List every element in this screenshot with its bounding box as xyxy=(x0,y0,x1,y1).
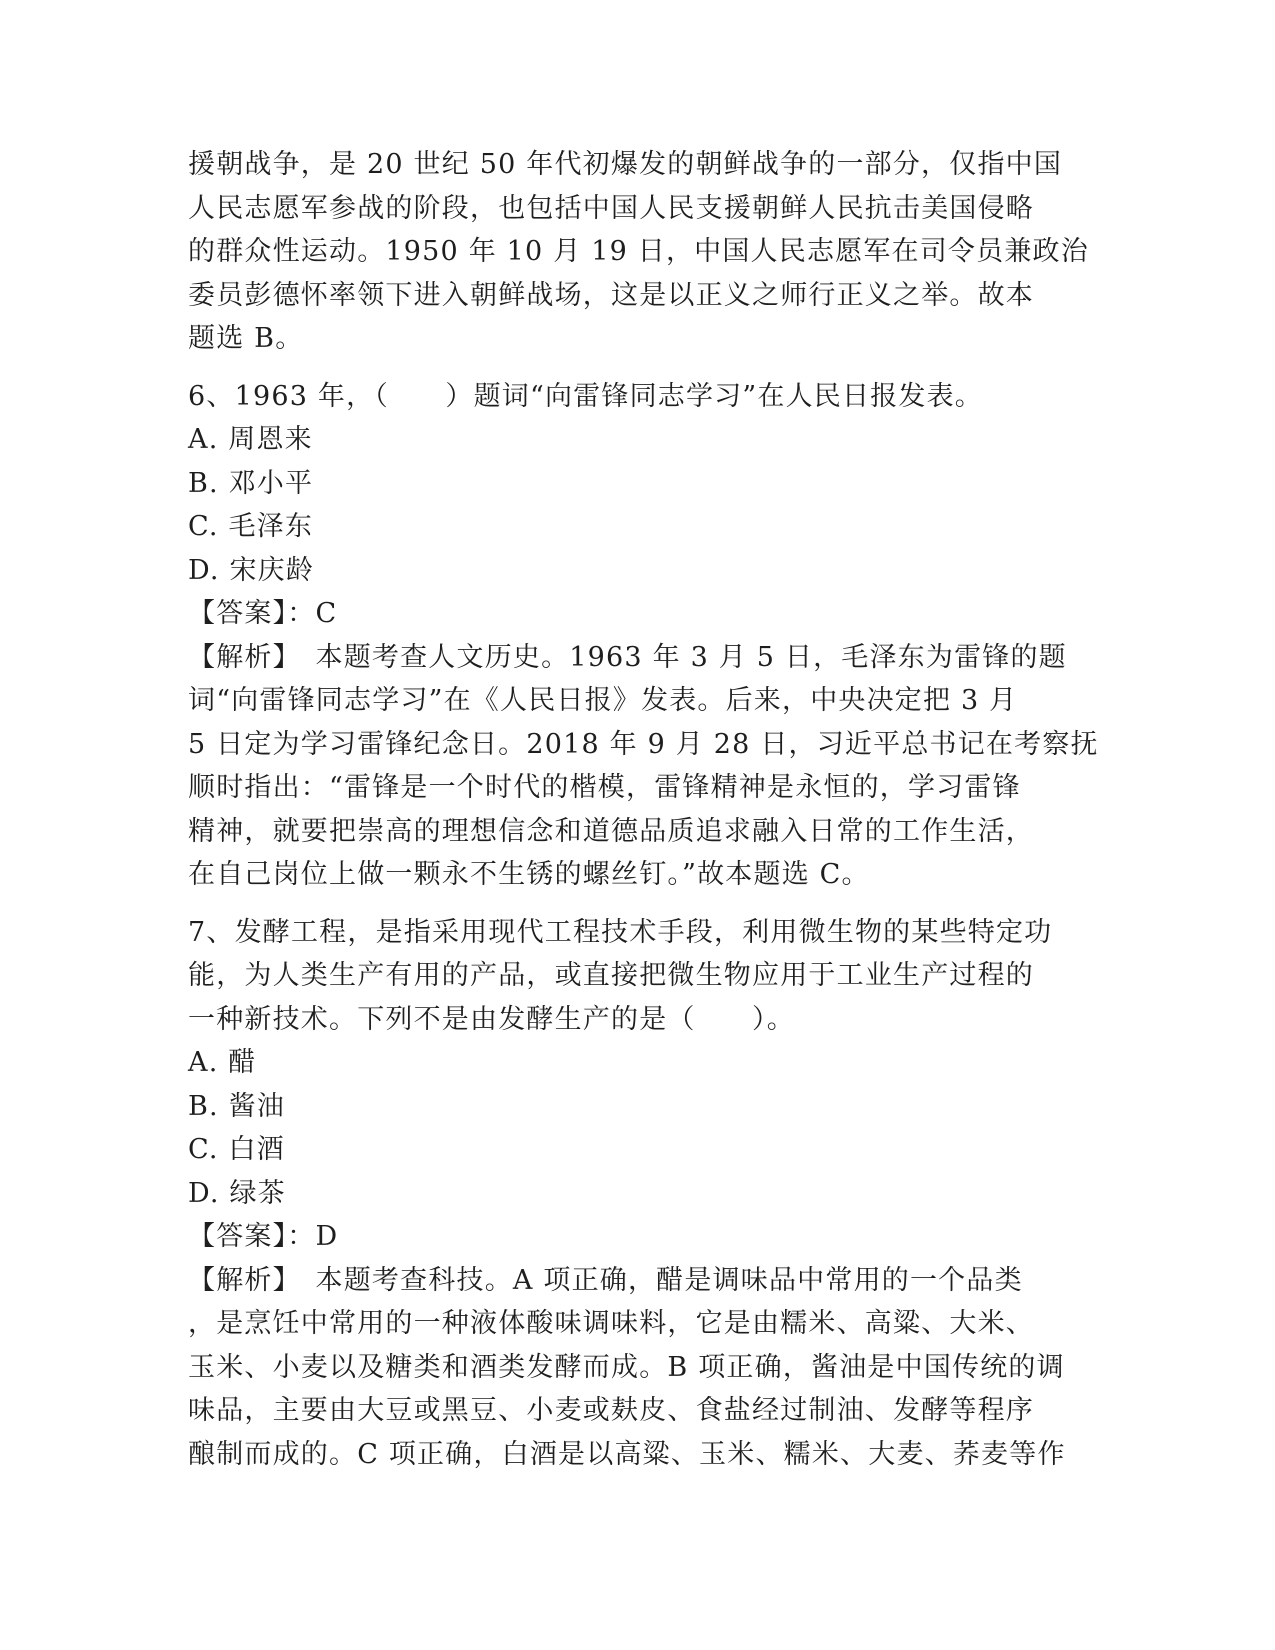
paragraph-gap xyxy=(188,897,1088,911)
question-7-option-b: B. 酱油 xyxy=(188,1090,286,1122)
question-7-analysis-line: 玉米、小麦以及糖类和酒类发酵而成。B 项正确，酱油是中国传统的调 xyxy=(188,1351,1065,1383)
question-7-option-d: D. 绿茶 xyxy=(188,1177,286,1209)
question-7-analysis-line: 酿制而成的。C 项正确，白酒是以高粱、玉米、糯米、大麦、荞麦等作 xyxy=(188,1438,1066,1470)
question-6-analysis-line: 顺时指出：“雷锋是一个时代的楷模，雷锋精神是永恒的，学习雷锋 xyxy=(188,772,1021,803)
question-6 xyxy=(188,375,1099,897)
intro-line: 的群众性运动。1950 年 10 月 19 日，中国人民志愿军在司令员兼政治 xyxy=(188,236,1089,267)
intro-line: 人民志愿军参战的阶段，也包括中国人民支援朝鲜人民抗击美国侵略 xyxy=(188,192,1034,224)
question-7-option-c: C. 白酒 xyxy=(188,1134,285,1165)
intro-line: 题选 B。 xyxy=(188,323,304,354)
document-page xyxy=(188,143,1099,1476)
question-6-option-a: A. 周恩来 xyxy=(188,424,313,455)
question-6-analysis-line: 在自己岗位上做一颗永不生锈的螺丝钉。”故本题选 C。 xyxy=(188,859,870,890)
question-7 xyxy=(188,911,1088,1477)
question-7-analysis-line: ，是烹饪中常用的一种液体酸味调味料，它是由糯米、高粱、大米、 xyxy=(188,1308,1034,1339)
paragraph-gap xyxy=(188,361,1088,375)
question-6-answer: 【答案】：C xyxy=(188,598,338,629)
question-6-analysis-line: 5 日定为学习雷锋纪念日。2018 年 9 月 28 日，习近平总书记在考察抚 xyxy=(188,728,1099,760)
question-7-text-line: 7、发酵工程，是指采用现代工程技术手段，利用微生物的某些特定功 xyxy=(188,916,1053,948)
question-6-text: 6、1963 年，（ ）题词“向雷锋同志学习”在人民日报发表。 xyxy=(188,380,983,412)
intro-paragraph xyxy=(188,143,1088,361)
question-7-option-a: A. 醋 xyxy=(188,1047,257,1078)
question-6-option-c: C. 毛泽东 xyxy=(188,511,314,542)
question-7-text-line: 一种新技术。下列不是由发酵生产的是（ ）。 xyxy=(188,1003,795,1035)
question-6-analysis-line: 词“向雷锋同志学习”在《人民日报》发表。后来，中央决定把 3 月 xyxy=(188,685,1018,716)
question-7-analysis-line: 味品，主要由大豆或黑豆、小麦或麸皮、食盐经过制油、发酵等程序 xyxy=(188,1395,1034,1426)
question-7-analysis-line: 【解析】 本题考查科技。A 项正确，醋是调味品中常用的一个品类 xyxy=(188,1264,1023,1296)
question-7-text-line: 能，为人类生产有用的产品，或直接把微生物应用于工业生产过程的 xyxy=(188,960,1034,991)
question-6-option-b: B. 邓小平 xyxy=(188,467,314,499)
question-6-analysis-line: 【解析】 本题考查人文历史。1963 年 3 月 5 日，毛泽东为雷锋的题 xyxy=(188,641,1067,673)
intro-line: 援朝战争，是 20 世纪 50 年代初爆发的朝鲜战争的一部分，仅指中国 xyxy=(188,149,1063,180)
question-6-analysis-line: 精神，就要把崇高的理想信念和道德品质追求融入日常的工作生活， xyxy=(188,815,1034,847)
intro-line: 委员彭德怀率领下进入朝鲜战场，这是以正义之师行正义之举。故本 xyxy=(188,279,1034,311)
question-7-answer: 【答案】：D xyxy=(188,1221,339,1252)
question-6-option-d: D. 宋庆龄 xyxy=(188,554,315,586)
